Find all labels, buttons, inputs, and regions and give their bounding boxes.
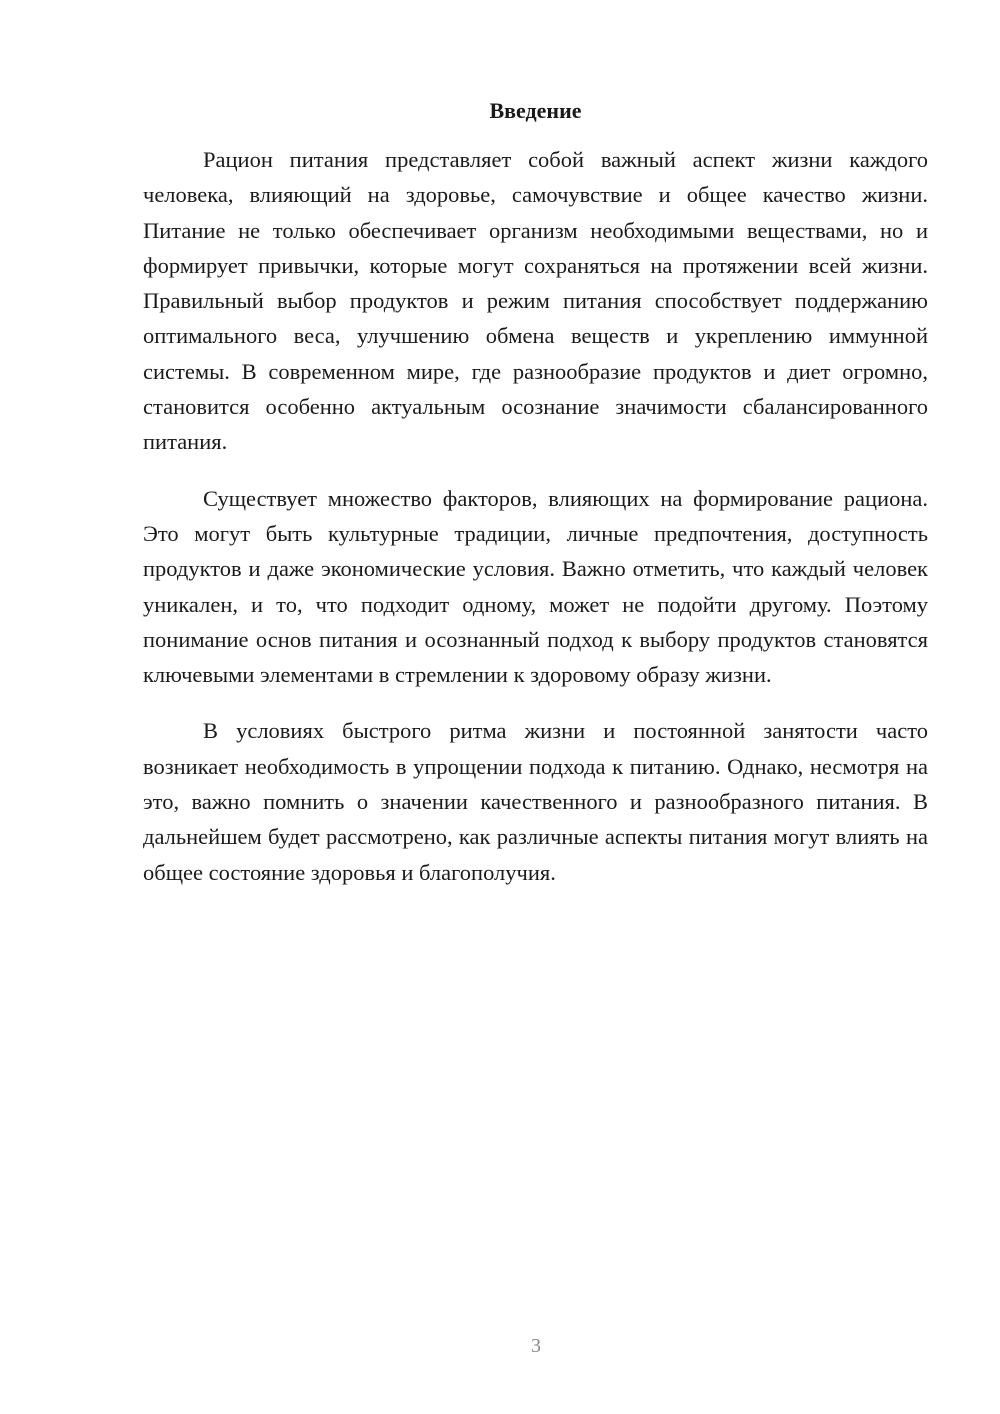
page-number: 3 xyxy=(531,1335,541,1357)
section-title: Введение xyxy=(489,98,582,123)
paragraph-intro: Рацион питания представляет собой важный аспект жизни каждого человека, влияющий на здоровье, самочувствие и общее качество жизни. Питание не только обеспечивает организм необходимыми веществами, но и формирует привычки, которые могут сохраняться на протяжении всей жизни. Правильный выбор продуктов и режим питания способствует поддержанию оптимального веса, улучшению обмена веществ и укреплению иммунной системы. В современном мире, где разнообразие продуктов и диет огромно, становится особенно актуальным осознание значимости сбалансированного питания. xyxy=(143,147,928,455)
paragraph-conclusion: В условиях быстрого ритма жизни и постоянной занятости часто возникает необходимость в упрощении подхода к питанию. Однако, несмотря на это, важно помнить о значении качественного и разнообразного питания. В дальнейшем будет рассмотрено, как различные аспекты питания могут влиять на общее состояние здоровья и благополучия. xyxy=(143,718,928,885)
page-content xyxy=(143,95,928,890)
paragraph-factors: Существует множество факторов, влияющих на формирование рациона. Это могут быть культурные традиции, личные предпочтения, доступность продуктов и даже экономические условия. Важно отметить, что каждый человек уникален, и то, что подходит одному, может не подойти другому. Поэтому понимание основ питания и осознанный подход к выбору продуктов становятся ключевыми элементами в стремлении к здоровому образу жизни. xyxy=(143,485,928,688)
